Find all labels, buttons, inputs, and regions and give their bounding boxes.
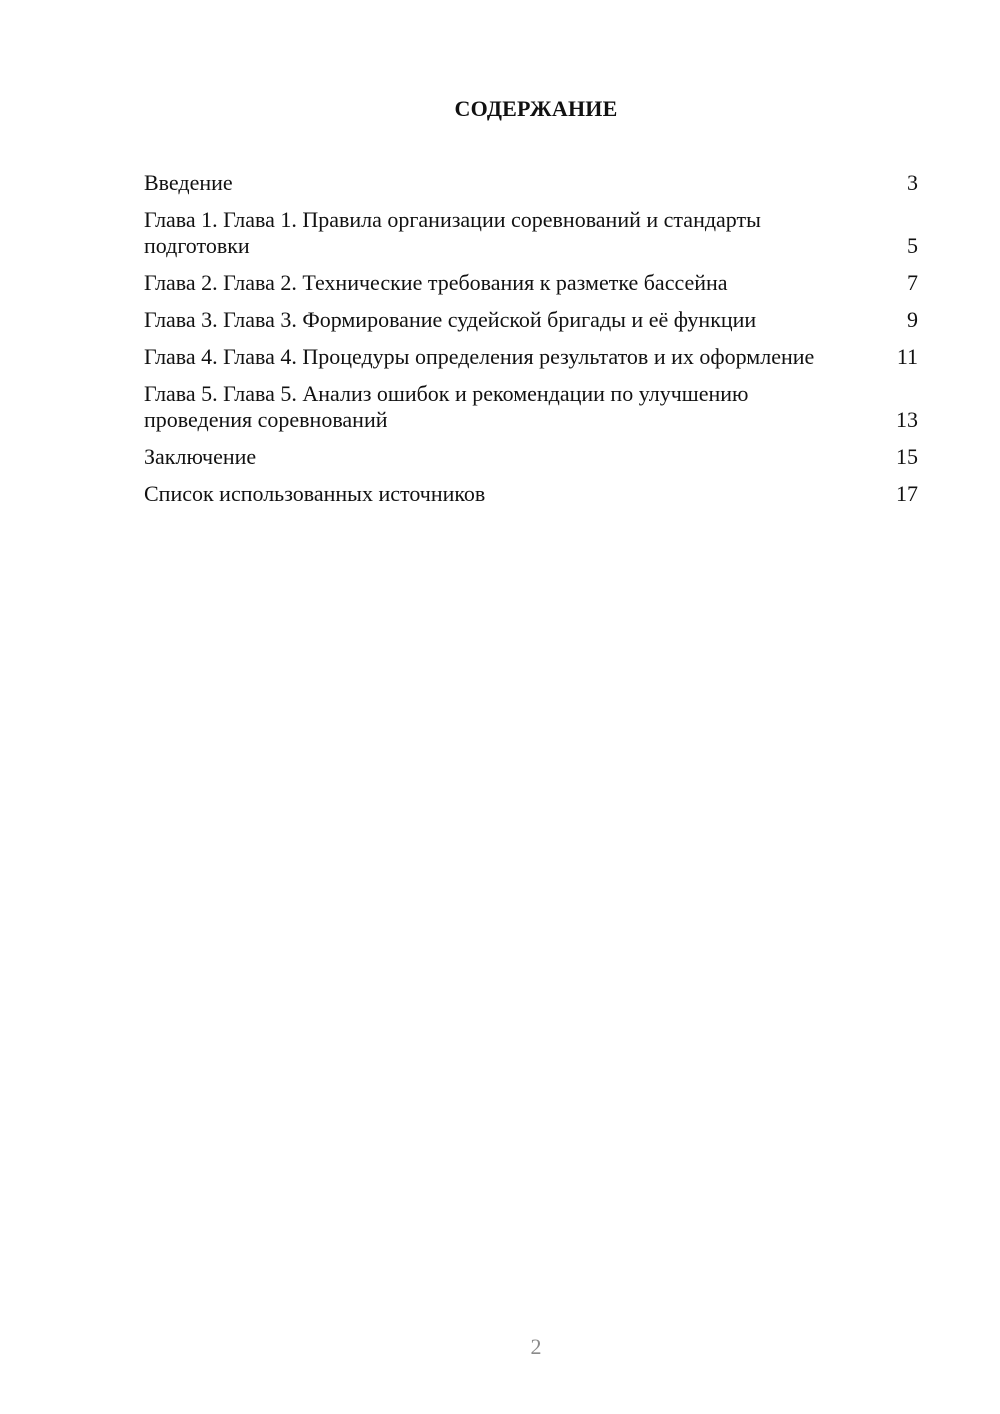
toc-entry-page: 7 [907,270,918,295]
toc-entry-chapter-2 [144,270,918,296]
toc-title: СОДЕРЖАНИЕ [454,96,618,121]
toc-entry-text: Список использованных источников [144,481,486,506]
toc-entry-page: 9 [907,307,918,332]
toc-entry-chapter-5 [144,381,918,433]
toc-entry-page: 3 [907,170,918,195]
toc-entry-page: 5 [907,233,918,258]
toc-entry-text: Введение [144,170,233,195]
toc-entry-chapter-3 [144,307,918,333]
toc-entry-text: Глава 3. Глава 3. Формирование судейской бригады и её функции [144,307,757,332]
toc-entry-text: Глава 4. Глава 4. Процедуры определения результатов и их оформление [144,344,815,369]
toc-entry-page: 15 [896,444,918,469]
toc-entry-page: 11 [896,344,918,369]
toc-entry-references [144,481,918,507]
toc-entry-text: Глава 1. Глава 1. Правила организации соревнований и стандарты подготовки [144,207,761,258]
toc-entry-page: 17 [896,481,918,506]
toc-entry-text: Глава 5. Глава 5. Анализ ошибок и рекомендации по улучшению проведения соревнований [144,381,749,432]
toc-entry-chapter-4 [144,344,918,370]
toc-entry-text: Заключение [144,444,257,469]
toc-entry-chapter-1 [144,207,918,259]
toc-entry-page: 13 [896,407,918,432]
toc-entry-text: Глава 2. Глава 2. Технические требования к разметке бассейна [144,270,728,295]
page-number: 2 [530,1334,542,1359]
toc-list [144,170,918,518]
toc-entry-introduction [144,170,918,196]
toc-entry-conclusion [144,444,918,470]
